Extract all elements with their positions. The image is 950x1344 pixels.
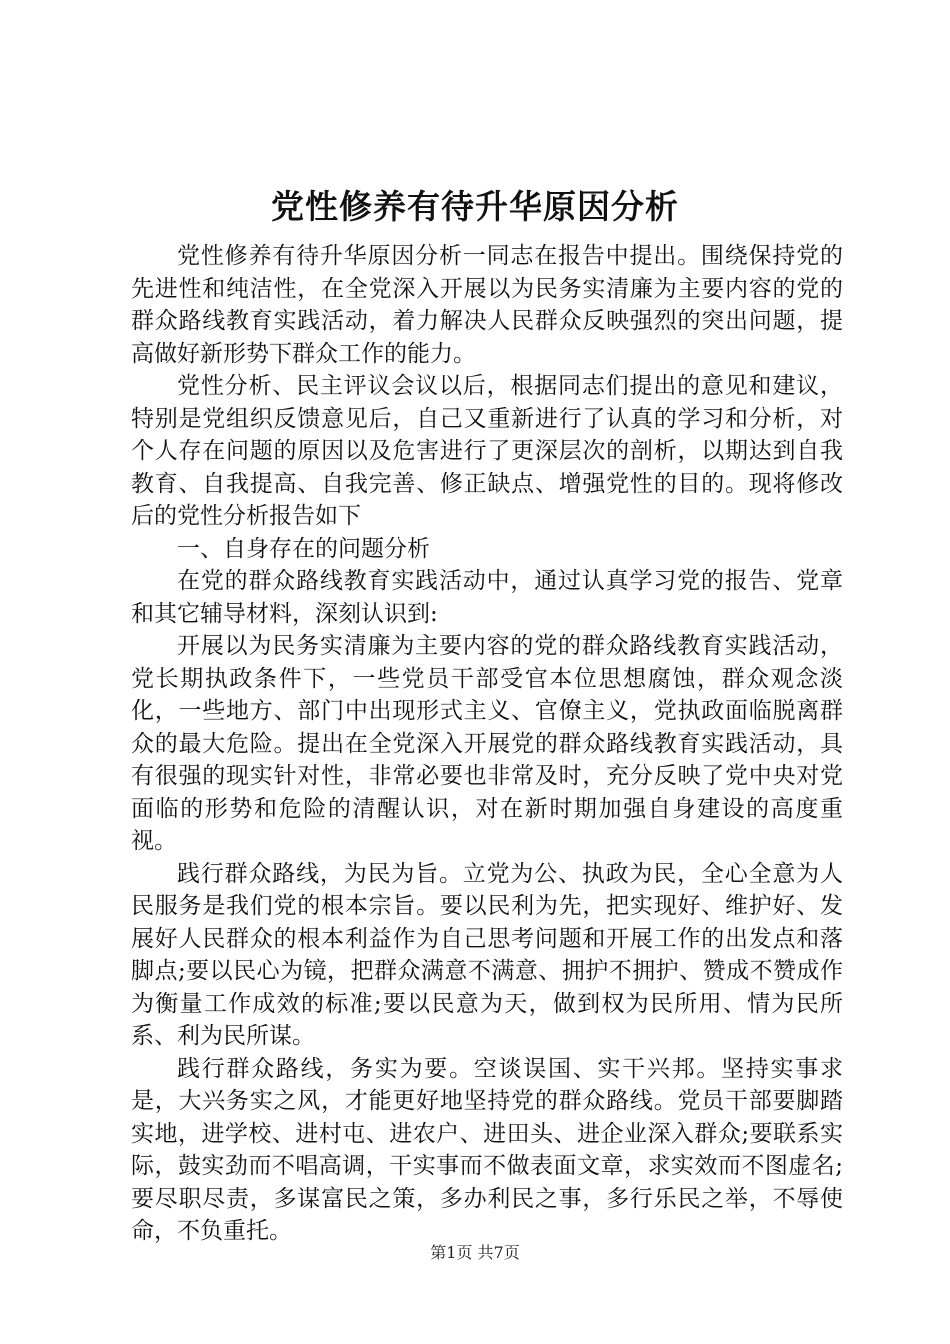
- page-number-footer: 第1页 共7页: [430, 1243, 520, 1262]
- paragraph-campaign-significance: 开展以为民务实清廉为主要内容的党的群众路线教育实践活动，党长期执政条件下，一些党员干部受官本位思想腐蚀，群众观念淡化，一些地方、部门中出现形式主义、官僚主义，党执政面临脱离群众的最大危险。提出在全党深入开展党的群众路线教育实践活动，具有很强的现实针对性，非常必要也非常及时，充分反映了党中央对党面临的形势和危险的清醒认识，对在新时期加强自身建设的高度重视。: [131, 633, 843, 854]
- paragraph-study-recognition: 在党的群众路线教育实践活动中，通过认真学习党的报告、党章和其它辅导材料，深刻认识到:: [131, 568, 843, 627]
- paragraph-analysis-background: 党性分析、民主评议会议以后，根据同志们提出的意见和建议，特别是党组织反馈意见后，自己又重新进行了认真的学习和分析，对个人存在问题的原因以及危害进行了更深层次的剖析，以期达到自我教育、自我提高、自我完善、修正缺点、增强党性的目的。现将修改后的党性分析报告如下: [131, 373, 843, 529]
- section-heading-problem-analysis: 一、自身存在的问题分析: [177, 535, 430, 562]
- document-title: 党性修养有待升华原因分析: [271, 187, 679, 226]
- document-body: [131, 240, 843, 1248]
- paragraph-serve-people: 践行群众路线，为民为旨。立党为公、执政为民，全心全意为人民服务是我们党的根本宗旨。要以民利为先，把实现好、维护好、发展好人民群众的根本利益作为自己思考问题和开展工作的出发点和落脚点;要以民心为镜，把群众满意不满意、拥护不拥护、赞成不赞成作为衡量工作成效的标准;要以民意为天，做到权为民所用、情为民所系、利为民所谋。: [131, 860, 843, 1049]
- paragraph-practical-work: 践行群众路线，务实为要。空谈误国、实干兴邦。坚持实事求是，大兴务实之风，才能更好地坚持党的群众路线。党员干部要脚踏实地，进学校、进村屯、进农户、进田头、进企业深入群众;要联系实际，鼓实劲而不唱高调，干实事而不做表面文章，求实效而不图虚名;要尽职尽责，多谋富民之策，多办利民之事，多行乐民之举，不辱使命，不负重托。: [131, 1055, 843, 1244]
- paragraph-intro: 党性修养有待升华原因分析一同志在报告中提出。围绕保持党的先进性和纯洁性，在全党深入开展以为民务实清廉为主要内容的党的群众路线教育实践活动，着力解决人民群众反映强烈的突出问题，提高做好新形势下群众工作的能力。: [131, 243, 843, 367]
